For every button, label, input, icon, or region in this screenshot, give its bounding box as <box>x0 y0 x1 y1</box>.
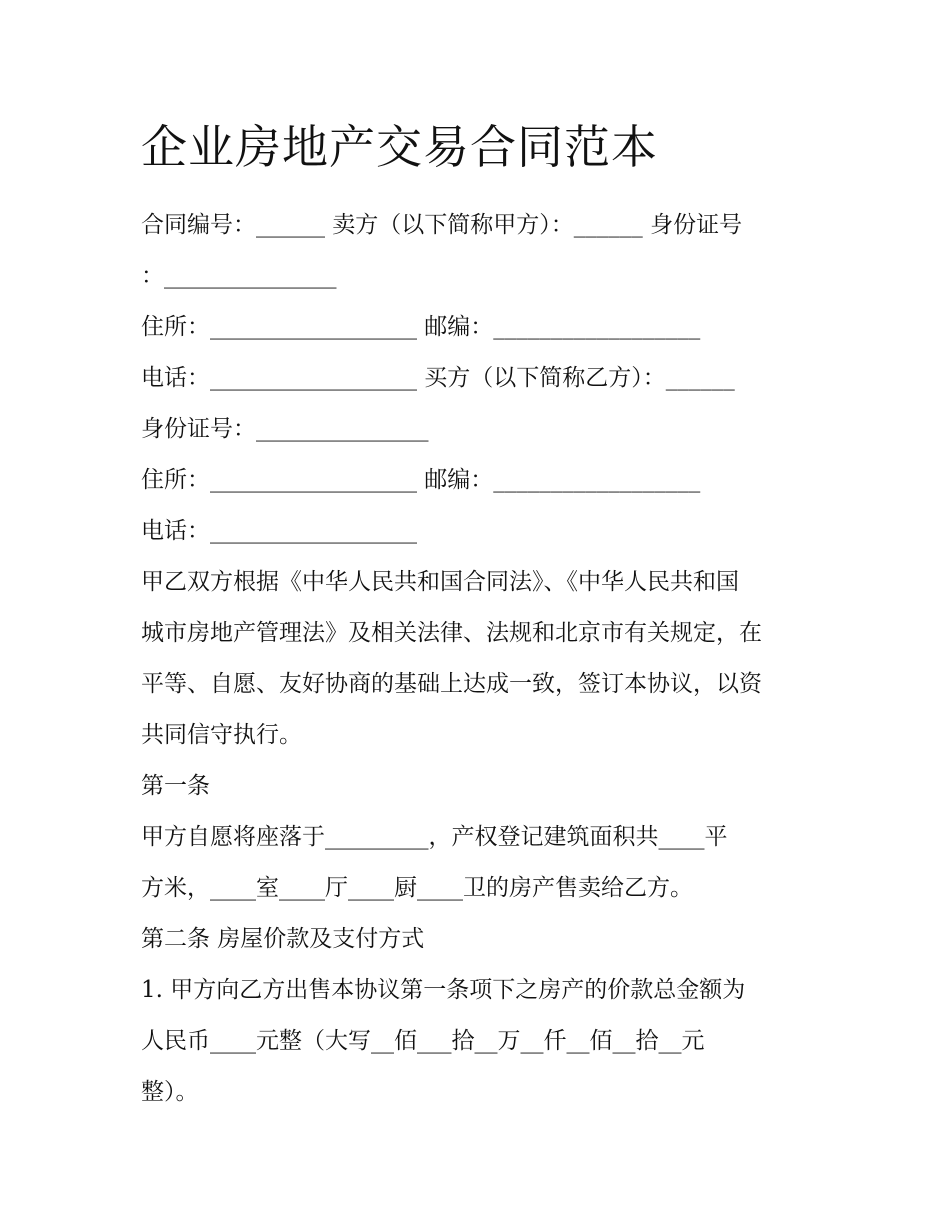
buyer-id-number-line: 身份证号：_______________ <box>141 416 429 442</box>
article-2-clause-1-line-1: 1. 甲方向乙方出售本协议第一条项下之房产的价款总金额为 <box>141 977 746 1003</box>
article-1-heading: 第一条 <box>141 773 210 799</box>
seller-id-number-line: ：_______________ <box>141 263 337 289</box>
buyer-address-postcode-line: 住所：__________________ 邮编：__________________ <box>141 467 701 493</box>
article-2-clause-1-line-2: 人民币____元整（大写__佰___拾__万__仟__佰__拾__元 <box>141 1028 705 1054</box>
article-2-heading: 第二条 房屋价款及支付方式 <box>141 926 425 952</box>
preamble-line-1: 甲乙双方根据《中华人民共和国合同法》、《中华人民共和国 <box>141 569 739 595</box>
article-1-line-2: 方米，____室____厅____厨____卫的房产售卖给乙方。 <box>141 875 693 901</box>
seller-phone-buyer-line: 电话：__________________ 买方（以下简称乙方）：______ <box>141 365 735 391</box>
document-title: 企业房地产交易合同范本 <box>141 120 658 174</box>
buyer-phone-line: 电话：__________________ <box>141 518 417 544</box>
article-1-line-1: 甲方自愿将座落于_________，产权登记建筑面积共____平 <box>141 824 728 850</box>
preamble-line-2: 城市房地产管理法》及相关法律、法规和北京市有关规定，在 <box>141 620 762 646</box>
preamble-line-3: 平等、自愿、友好协商的基础上达成一致，签订本协议，以资 <box>141 671 762 697</box>
seller-address-postcode-line: 住所：__________________ 邮编：__________________ <box>141 314 701 340</box>
contract-number-seller-line: 合同编号：______ 卖方（以下简称甲方）：______ 身份证号 <box>141 212 743 238</box>
document-body <box>141 112 821 1118</box>
article-2-clause-1-line-3: 整）。 <box>141 1079 199 1105</box>
preamble-line-4: 共同信守执行。 <box>141 722 302 748</box>
